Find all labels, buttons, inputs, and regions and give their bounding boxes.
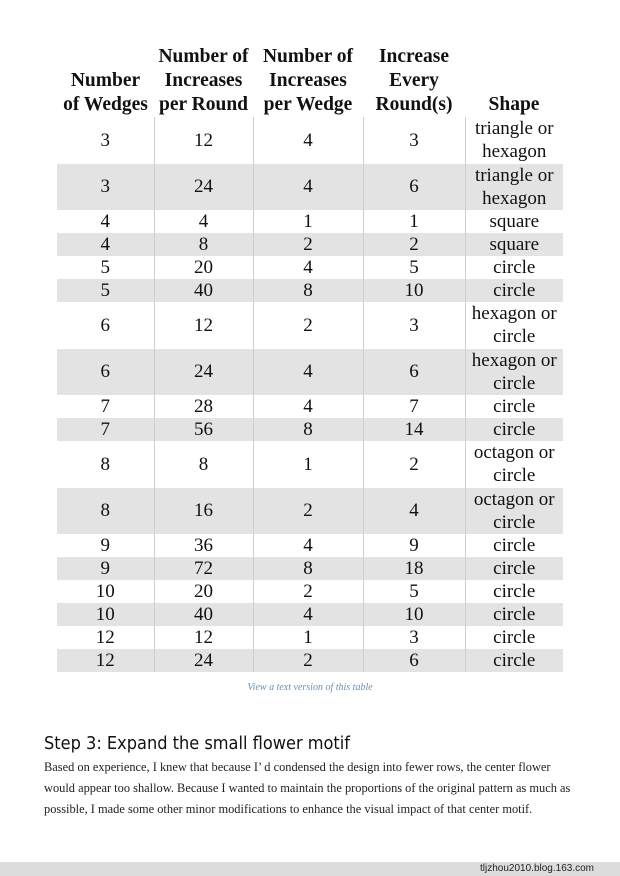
increase-every-cell: 2 — [363, 233, 465, 256]
increases-per-round-cell: 12 — [154, 302, 253, 349]
increases-per-round-cell: 4 — [154, 210, 253, 233]
footer-bar — [0, 862, 620, 876]
wedges-cell: 4 — [57, 210, 154, 233]
column-header-line: of Wedges — [63, 94, 148, 115]
increases-per-wedge-cell: 2 — [253, 488, 363, 535]
table-row — [57, 441, 563, 488]
increases-per-round-cell: 20 — [154, 256, 253, 279]
table-row — [57, 603, 563, 626]
increases-per-round-cell: 16 — [154, 488, 253, 535]
increase-every-cell: 5 — [363, 256, 465, 279]
shape-line: circle — [493, 535, 536, 556]
shape-cell — [465, 441, 563, 488]
footer-watermark: tljzhou2010.blog.163.com — [480, 863, 594, 874]
table-row — [57, 233, 563, 256]
increase-every-cell: 18 — [363, 557, 465, 580]
table-header-row — [57, 43, 563, 117]
increase-every-cell: 2 — [363, 441, 465, 488]
wedges-cell: 10 — [57, 580, 154, 603]
column-header-line: per Round — [158, 94, 249, 115]
shape-cell — [465, 210, 563, 233]
shape-cell — [465, 256, 563, 279]
shape-line: circle — [493, 257, 536, 278]
table-row — [57, 302, 563, 349]
increase-every-cell: 7 — [363, 395, 465, 418]
shape-cell — [465, 279, 563, 302]
increase-every-cell: 4 — [363, 488, 465, 535]
increases-per-round-cell: 24 — [154, 649, 253, 672]
increase-every-cell: 3 — [363, 302, 465, 349]
shape-line: circle — [493, 419, 536, 440]
text-version-link[interactable]: View a text version of this table — [247, 682, 373, 693]
wedges-cell: 3 — [57, 164, 154, 211]
increase-every-cell: 9 — [363, 534, 465, 557]
increase-every-cell: 6 — [363, 649, 465, 672]
shape-line: circle — [493, 372, 536, 394]
column-header-line: Increases — [269, 70, 347, 91]
shape-line: circle — [493, 650, 536, 671]
column-header — [363, 43, 465, 117]
shape-cell — [465, 164, 563, 211]
wedges-cell: 5 — [57, 256, 154, 279]
shape-line: circle — [493, 396, 536, 417]
wedges-cell: 8 — [57, 441, 154, 488]
table-row — [57, 210, 563, 233]
shape-line: octagon or — [473, 442, 555, 464]
increase-every-cell: 6 — [363, 349, 465, 396]
step-paragraph: Based on experience, I knew that because I’ d condensed the design into fewer rows, the center flower would appear too shallow. Because I wanted to maintain the proportions of the original pattern as much as possible, I made some other minor modifications to enhance the visual impact of that center motif. — [44, 760, 571, 816]
table-body — [57, 117, 563, 672]
wedges-cell: 8 — [57, 488, 154, 535]
increases-per-wedge-cell: 4 — [253, 603, 363, 626]
increases-per-wedge-cell: 4 — [253, 117, 363, 164]
column-header-line: Every — [389, 70, 439, 91]
column-header — [154, 43, 253, 117]
table-row — [57, 626, 563, 649]
column-header — [253, 43, 363, 117]
wedges-cell: 7 — [57, 395, 154, 418]
shape-line: circle — [493, 280, 536, 301]
table-row — [57, 395, 563, 418]
table-row — [57, 117, 563, 164]
wedges-cell: 9 — [57, 557, 154, 580]
increases-per-round-cell: 72 — [154, 557, 253, 580]
shape-line: circle — [493, 511, 536, 533]
increase-every-cell: 6 — [363, 164, 465, 211]
shape-line: circle — [493, 465, 536, 487]
table-row — [57, 557, 563, 580]
increases-per-wedge-cell: 1 — [253, 626, 363, 649]
wedges-cell: 3 — [57, 117, 154, 164]
increase-every-cell: 1 — [363, 210, 465, 233]
shape-line: octagon or — [473, 488, 555, 510]
increases-per-round-cell: 40 — [154, 279, 253, 302]
increases-per-wedge-cell: 1 — [253, 210, 363, 233]
table-row — [57, 349, 563, 396]
increases-per-wedge-cell: 4 — [253, 534, 363, 557]
shape-line: hexagon or — [471, 303, 557, 325]
increases-per-round-cell: 24 — [154, 164, 253, 211]
shape-line: circle — [493, 627, 536, 648]
column-header-line: Number — [70, 70, 141, 91]
column-header-line: Shape — [488, 94, 540, 115]
column-header-line: Increases — [164, 70, 243, 91]
table-row — [57, 256, 563, 279]
wedges-cell: 6 — [57, 349, 154, 396]
wedges-cell: 9 — [57, 534, 154, 557]
increases-per-wedge-cell: 4 — [253, 349, 363, 396]
table-row — [57, 580, 563, 603]
column-header — [57, 43, 154, 117]
column-header-line: Round(s) — [375, 94, 453, 115]
shape-line: hexagon — [482, 187, 547, 209]
shape-line: square — [489, 234, 540, 255]
increase-every-cell: 10 — [363, 279, 465, 302]
increases-per-round-cell: 56 — [154, 418, 253, 441]
increase-every-cell: 5 — [363, 580, 465, 603]
column-header-line: per Wedge — [263, 94, 353, 115]
shape-line: circle — [493, 326, 536, 348]
increases-per-wedge-cell: 4 — [253, 256, 363, 279]
table-row — [57, 534, 563, 557]
table-row — [57, 279, 563, 302]
increases-per-round-cell: 20 — [154, 580, 253, 603]
shape-line: circle — [493, 581, 536, 602]
table-row — [57, 164, 563, 211]
shape-cell — [465, 603, 563, 626]
increases-per-round-cell: 8 — [154, 233, 253, 256]
increases-per-wedge-cell: 8 — [253, 279, 363, 302]
increase-table-container — [57, 43, 563, 672]
increases-per-round-cell: 12 — [154, 626, 253, 649]
shape-cell — [465, 488, 563, 535]
increase-every-cell: 3 — [363, 117, 465, 164]
increases-per-round-cell: 28 — [154, 395, 253, 418]
wedges-cell: 10 — [57, 603, 154, 626]
increases-per-wedge-cell: 2 — [253, 302, 363, 349]
increases-per-round-cell: 12 — [154, 117, 253, 164]
step-heading: Step 3: Expand the small flower motif — [44, 733, 350, 754]
increases-per-round-cell: 40 — [154, 603, 253, 626]
column-header-line: Number of — [262, 46, 354, 67]
shape-cell — [465, 580, 563, 603]
shape-line: square — [489, 211, 540, 232]
increase-every-cell: 10 — [363, 603, 465, 626]
shape-cell — [465, 557, 563, 580]
shape-cell — [465, 626, 563, 649]
increase-table — [57, 43, 563, 672]
wedges-cell: 4 — [57, 233, 154, 256]
column-header-line: Increase — [378, 46, 450, 67]
table-row — [57, 418, 563, 441]
table-row — [57, 649, 563, 672]
shape-line: triangle or — [474, 118, 554, 140]
increases-per-wedge-cell: 4 — [253, 395, 363, 418]
increases-per-wedge-cell: 2 — [253, 233, 363, 256]
increases-per-round-cell: 8 — [154, 441, 253, 488]
increases-per-wedge-cell: 1 — [253, 441, 363, 488]
shape-cell — [465, 534, 563, 557]
shape-cell — [465, 418, 563, 441]
increases-per-wedge-cell: 8 — [253, 557, 363, 580]
wedges-cell: 7 — [57, 418, 154, 441]
wedges-cell: 12 — [57, 649, 154, 672]
increases-per-round-cell: 24 — [154, 349, 253, 396]
shape-cell — [465, 117, 563, 164]
shape-cell — [465, 233, 563, 256]
increases-per-wedge-cell: 2 — [253, 580, 363, 603]
shape-cell — [465, 349, 563, 396]
increase-every-cell: 14 — [363, 418, 465, 441]
shape-line: triangle or — [474, 164, 554, 186]
wedges-cell: 12 — [57, 626, 154, 649]
shape-cell — [465, 302, 563, 349]
increases-per-round-cell: 36 — [154, 534, 253, 557]
shape-cell — [465, 649, 563, 672]
column-header — [465, 43, 563, 117]
wedges-cell: 5 — [57, 279, 154, 302]
column-header-line: Number of — [158, 46, 249, 67]
shape-line: hexagon or — [471, 349, 557, 371]
increases-per-wedge-cell: 4 — [253, 164, 363, 211]
shape-line: circle — [493, 604, 536, 625]
increases-per-wedge-cell: 8 — [253, 418, 363, 441]
shape-line: hexagon — [482, 141, 547, 163]
increase-every-cell: 3 — [363, 626, 465, 649]
shape-cell — [465, 395, 563, 418]
table-row — [57, 488, 563, 535]
wedges-cell: 6 — [57, 302, 154, 349]
increases-per-wedge-cell: 2 — [253, 649, 363, 672]
shape-line: circle — [493, 558, 536, 579]
